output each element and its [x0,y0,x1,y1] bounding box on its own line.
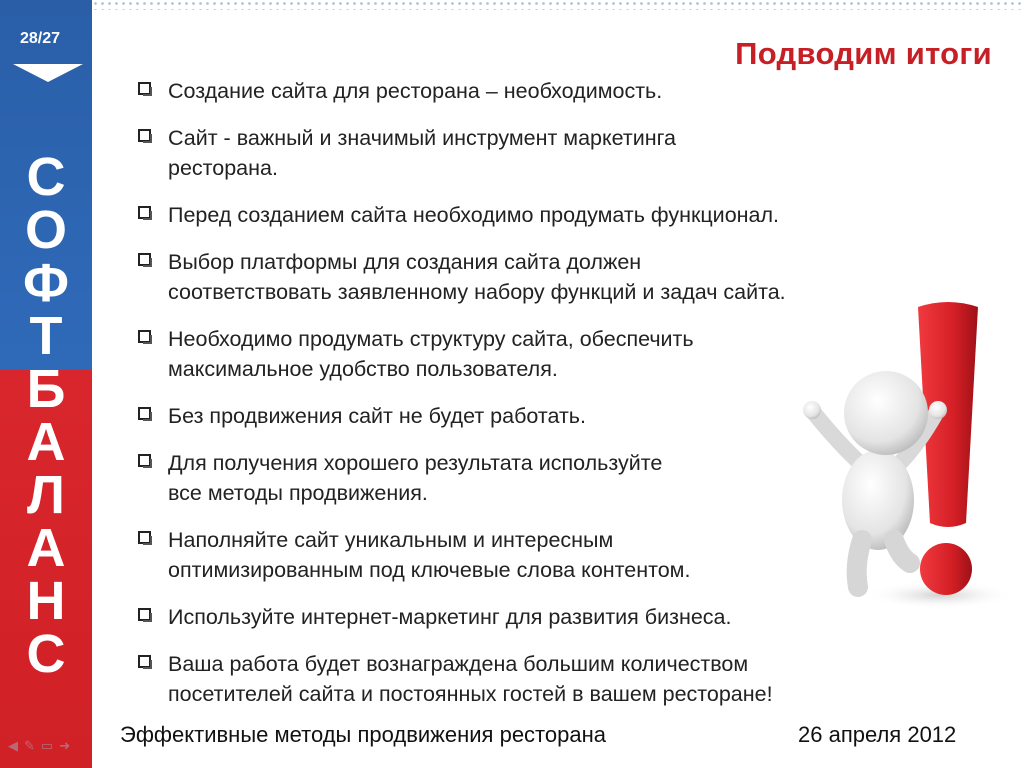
menu-icon[interactable]: ▭ [40,738,54,753]
checkbox-bullet-icon [138,330,151,343]
brand-letter: Н [26,571,66,631]
checkbox-bullet-icon [138,253,151,266]
checkbox-bullet-icon [138,531,151,544]
next-slide-icon[interactable]: ➜ [59,738,71,753]
checkbox-bullet-icon [138,82,151,95]
checkbox-bullet-icon [138,206,151,219]
slide-title: Подводим итоги [735,36,992,71]
brand-letter: А [26,412,66,472]
triangle-down-icon [13,64,83,82]
person-with-exclamation-icon [800,295,1010,625]
bullet-line: Выбор платформы для создания сайта должен [168,250,642,274]
brand-letter: Т [29,306,63,366]
checkbox-bullet-icon [138,655,151,668]
footer-date: 26 апреля 2012 [798,722,957,747]
sidebar [0,0,92,768]
footer-presentation-title: Эффективные методы продвижения ресторана [120,722,606,747]
bullet-line: посетителей сайта и постоянных гостей в вашем ресторане! [168,682,773,706]
slide-number: 28/27 [19,30,61,47]
brand-logo [0,147,92,684]
bullet-line: Сайт - важный и значимый инструмент маркетинга [168,126,676,150]
bullet-line: Наполняйте сайт уникальным и интересным [168,528,614,552]
bullet-line: ресторана. [168,156,278,180]
bullet-item [136,649,936,709]
checkbox-bullet-icon [138,608,151,621]
brand-letter: Б [26,359,66,419]
prev-slide-icon[interactable]: ◀ [8,738,18,753]
brand-letter: С [26,147,66,207]
brand-letter: Л [27,465,65,525]
bullet-item [136,123,936,183]
bullet-line: максимальное удобство пользователя. [168,357,558,381]
bullet-item [136,76,936,106]
bullet-line: соответствовать заявленному набору функций и задач сайта. [168,280,786,304]
bullet-line: Без продвижения сайт не будет работать. [168,404,586,428]
slide-nav-controls[interactable] [8,738,70,754]
bullet-line: Ваша работа будет вознаграждена большим количеством [168,652,749,676]
bullet-line: Необходимо продумать структуру сайта, обеспечить [168,327,694,351]
bullet-line: все методы продвижения. [168,481,428,505]
brand-letter: С [26,624,66,684]
bullet-line: Для получения хорошего результата используйте [168,451,663,475]
brand-letter: Ф [22,253,70,313]
bullet-line: оптимизированным под ключевые слова контентом. [168,558,691,582]
checkbox-bullet-icon [138,454,151,467]
bullet-item [136,200,936,230]
brand-letter: О [24,200,67,260]
bullet-line: Перед созданием сайта необходимо продумать функционал. [168,203,779,227]
bullet-line: Используйте интернет-маркетинг для развития бизнеса. [168,605,732,629]
brand-letter: А [26,518,66,578]
checkbox-bullet-icon [138,407,151,420]
dotted-header-pattern [92,0,1024,10]
pen-icon[interactable]: ✎ [24,738,35,753]
bullet-line: Создание сайта для ресторана – необходимость. [168,79,663,103]
checkbox-bullet-icon [138,129,151,142]
